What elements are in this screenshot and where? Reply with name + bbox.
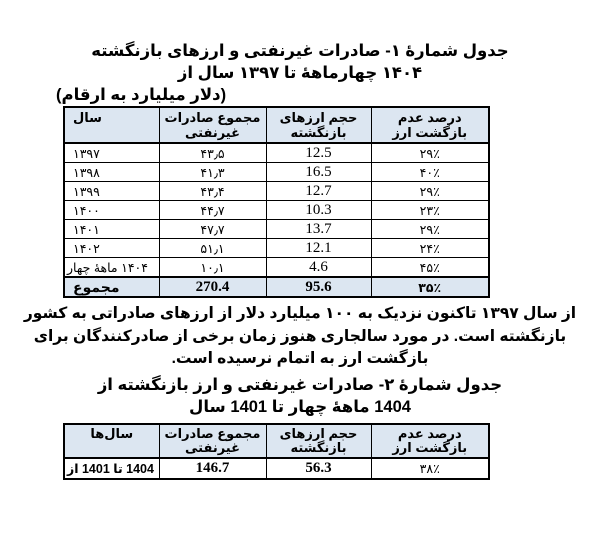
table1-title-units: (ارقام به میلیارد دلار)	[56, 86, 227, 104]
header-nonreturn-pct: درصد عدم بازگشت ارز	[371, 424, 489, 458]
header-unreturned-volume: حجم ارزهای بازنگشته	[266, 107, 371, 143]
table1-title	[0, 40, 600, 106]
exports-cell: ۵۱٫۱	[159, 239, 266, 258]
table-2	[63, 423, 490, 480]
exports-cell: ۴۷٫۷	[159, 220, 266, 239]
year-cell: ۱۳۹۸	[64, 163, 159, 182]
total-exports: 270.4	[159, 277, 266, 297]
table-row	[64, 239, 489, 258]
period-cell: از 1401 تا 1404	[64, 458, 159, 479]
table-row	[64, 182, 489, 201]
year-cell: چهار ماههٔ ۱۴۰۴	[64, 258, 159, 278]
exports-cell: ۱۰٫۱	[159, 258, 266, 278]
header-unreturned-volume: حجم ارزهای بازنگشته	[266, 424, 371, 458]
total-pct: ۳۵٪	[371, 277, 489, 297]
pct-cell: ۲۹٪	[371, 143, 489, 163]
header-nonreturn-pct: درصد عدم بازگشت ارز	[371, 107, 489, 143]
pct-cell: ۳۸٪	[371, 458, 489, 479]
exports-cell: ۴۴٫۷	[159, 201, 266, 220]
unreturned-cell: 12.7	[266, 182, 371, 201]
unreturned-cell: 12.1	[266, 239, 371, 258]
table2-title-line1: جدول شمارهٔ ۲- صادرات غیرنفتی و ارز بازنگشته از	[97, 375, 503, 394]
table2-title	[0, 374, 600, 418]
year-cell: ۱۳۹۷	[64, 143, 159, 163]
table-row	[64, 163, 489, 182]
unreturned-cell: 12.5	[266, 143, 371, 163]
unreturned-cell: 16.5	[266, 163, 371, 182]
table-1	[63, 106, 490, 298]
total-row	[64, 277, 489, 297]
table-row	[64, 201, 489, 220]
table-2-header	[64, 424, 489, 458]
unreturned-cell: 4.6	[266, 258, 371, 278]
year-cell: ۱۴۰۰	[64, 201, 159, 220]
pct-cell: ۲۹٪	[371, 182, 489, 201]
exports-cell: ۴۳٫۵	[159, 143, 266, 163]
table-row	[64, 220, 489, 239]
table-row	[64, 458, 489, 479]
header-total-exports: مجموع صادرات غیرنفتی	[159, 424, 266, 458]
header-years: سال‌ها	[64, 424, 159, 458]
exports-cell: ۴۱٫۳	[159, 163, 266, 182]
table1-title-line1: جدول شمارهٔ ۱- صادرات غیرنفتی و ارزهای بازنگشته	[91, 42, 509, 60]
table-1-header	[64, 107, 489, 143]
pct-cell: ۲۳٪	[371, 201, 489, 220]
unreturned-cell: 13.7	[266, 220, 371, 239]
table2-title-line2: سال 1401 تا چهار ماههٔ 1404	[189, 397, 411, 416]
unreturned-cell: 56.3	[266, 458, 371, 479]
header-total-exports: مجموع صادرات غیرنفتی	[159, 107, 266, 143]
year-cell: ۱۴۰۱	[64, 220, 159, 239]
total-unreturned: 95.6	[266, 277, 371, 297]
year-cell: ۱۳۹۹	[64, 182, 159, 201]
table-header-row	[64, 107, 489, 143]
commentary-paragraph: از سال ۱۳۹۷ تاکنون نزدیک به ۱۰۰ میلیارد دلار از ارزهای صادراتی به کشور بازنگشته است. در مورد سالجاری هنوز زمان برخی از صادرکنندگان برای بازگشت ارز به اتمام نرسیده است.	[23, 305, 577, 367]
total-label: مجموع	[64, 277, 159, 297]
table-row	[64, 258, 489, 278]
table-row	[64, 143, 489, 163]
pct-cell: ۲۴٪	[371, 239, 489, 258]
year-cell: ۱۴۰۲	[64, 239, 159, 258]
table1-title-line2: از سال ۱۳۹۷ تا چهارماههٔ ۱۴۰۴	[177, 64, 423, 82]
table-header-row	[64, 424, 489, 458]
header-year: سال	[64, 107, 159, 143]
pct-cell: ۲۹٪	[371, 220, 489, 239]
pct-cell: ۴۰٪	[371, 163, 489, 182]
exports-cell: 146.7	[159, 458, 266, 479]
pct-cell: ۴۵٪	[371, 258, 489, 278]
unreturned-cell: 10.3	[266, 201, 371, 220]
exports-cell: ۴۳٫۴	[159, 182, 266, 201]
